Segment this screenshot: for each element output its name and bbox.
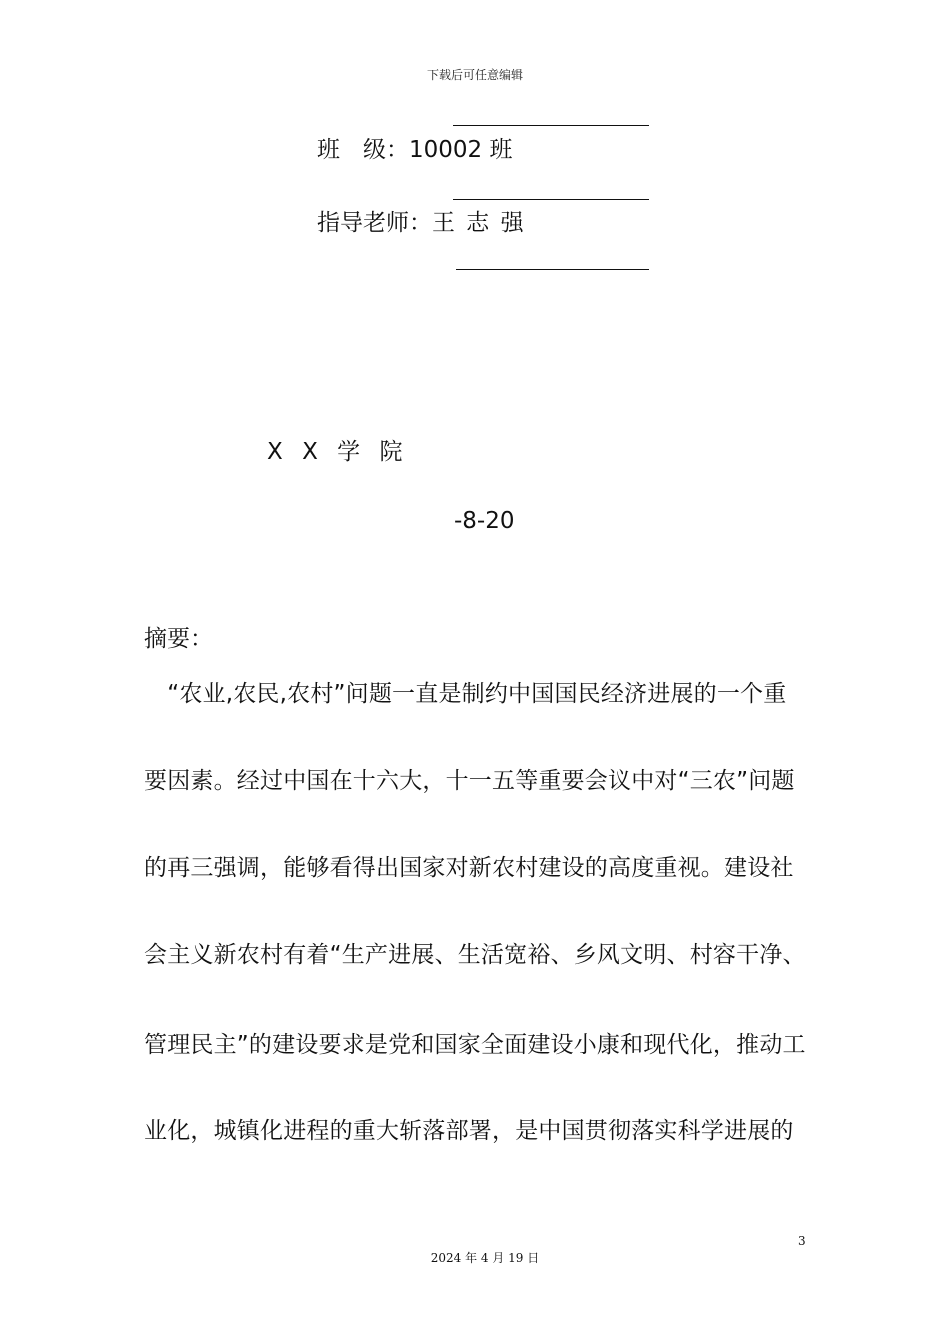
abstract-line: 会主义新农村有着“生产进展、生活宽裕、乡风文明、村容干净、 xyxy=(144,942,806,968)
class-label: 班 级： xyxy=(317,137,409,163)
abstract-line: 的再三强调，能够看得出国家对新农村建设的高度重视。建设社 xyxy=(144,855,794,881)
advisor-label: 指导老师： xyxy=(317,210,432,236)
underline-class xyxy=(453,199,649,200)
advisor-value: 王 志 强 xyxy=(432,210,526,236)
underline-advisor xyxy=(456,269,649,270)
college-name: X X 学 院 xyxy=(267,439,409,465)
abstract-line: “农业,农民,农村”问题一直是制约中国国民经济进展的一个重 xyxy=(144,681,787,707)
abstract-line: 要因素。经过中国在十六大，十一五等重要会议中对“三农”问题 xyxy=(144,768,795,794)
abstract-label: 摘要： xyxy=(144,626,213,652)
footer-date: 2024 年 4 月 19 日 xyxy=(430,1251,540,1265)
page-number: 3 xyxy=(798,1234,806,1248)
header-note: 下载后可任意编辑 xyxy=(426,68,523,82)
abstract-line: 管理民主”的建设要求是党和国家全面建设小康和现代化，推动工 xyxy=(144,1032,806,1058)
class-value: 10002 班 xyxy=(409,137,513,163)
advisor-field xyxy=(317,212,526,235)
cover-date: -8-20 xyxy=(454,508,515,534)
abstract-line: 业化，城镇化进程的重大斩落部署，是中国贯彻落实科学进展的 xyxy=(144,1118,794,1144)
underline-top xyxy=(453,125,649,126)
class-field xyxy=(317,139,512,162)
